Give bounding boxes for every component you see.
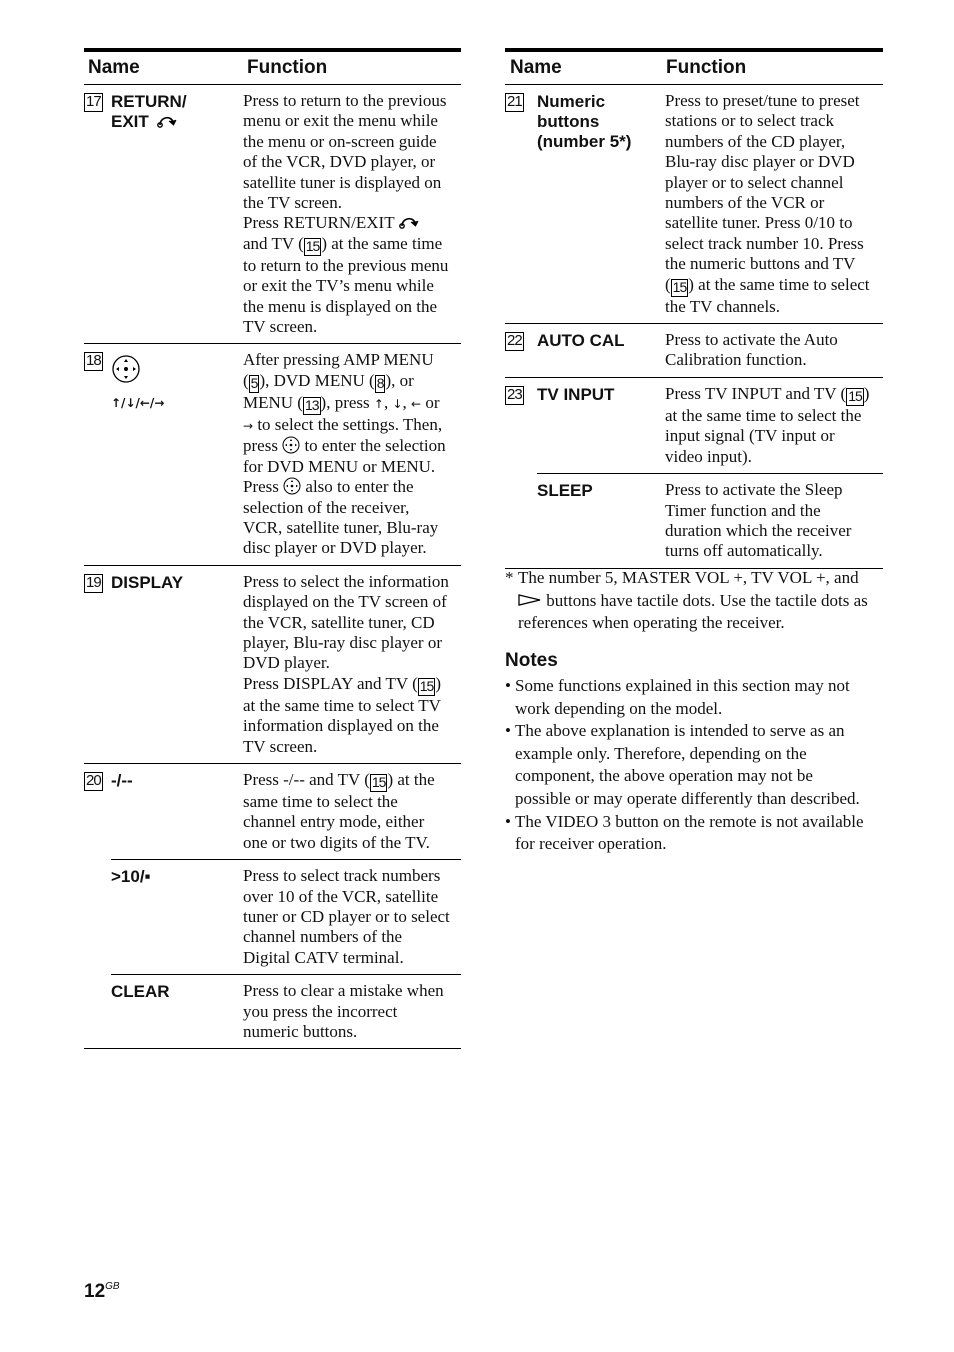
item-name — [111, 344, 243, 564]
footnote-marker: * — [505, 568, 514, 587]
button-ref-15: 15 — [848, 387, 862, 404]
item-function: Press TV INPUT and TV ( 15 ) at the same time to select the input signal (TV input or video input). — [665, 383, 870, 466]
item-number: 19 — [86, 573, 101, 591]
item-number: 17 — [86, 93, 101, 110]
item-name: AUTO CAL — [537, 331, 625, 351]
footnote: * The number 5, MASTER VOL +, TV VOL +, and buttons have tactile dots. Use the tactile dots as references when operating the receiver. — [505, 568, 868, 632]
left-arrow-icon: ← — [411, 396, 422, 411]
table-row-dash-dash — [84, 764, 461, 1049]
button-ref-15: 15 — [305, 237, 320, 254]
header-name: Name — [88, 57, 140, 78]
item-function: Press to return to the previous menu or exit the menu while the menu or on-screen guide of the VCR, DVD player, or satellite tuner is displayed on the TV screen. Press RETURN/EXIT and TV ( 15 ) at the same time to return to the previous menu or exit the TV’s menu while the menu is displayed on the TV screen. — [243, 91, 449, 337]
right-function-table — [505, 48, 883, 569]
header-function: Function — [247, 57, 328, 78]
item-function: After pressing AMP MENU ( 5 ), DVD MENU ( 8 ), or MENU ( 13 ), press ↑, ↓, ← or → to select the settings. Then, press to enter the selection for DVD MENU or MENU. Press also to enter the selection of the receiver, VCR, satellite tuner, Blu-ray disc player or DVD player. — [243, 350, 446, 558]
notes-heading: Notes — [505, 650, 558, 671]
table-row-display — [84, 566, 461, 764]
page-number: $12^{GB}$ — [84, 1281, 120, 1302]
item-function: Press -/-- and TV ( 15 ) at the same time to select the channel entry mode, either one or two digits of the TV. — [243, 769, 435, 852]
item-function: Press to clear a mistake when you press the incorrect numeric buttons. — [243, 981, 444, 1042]
item-name: -/-- — [111, 770, 133, 790]
item-name: DISPLAY — [111, 572, 184, 592]
right-table-header — [505, 48, 883, 85]
list-item: • Some functions explained in this section may not work depending on the model. — [505, 676, 850, 718]
item-name: RETURN/ EXIT — [111, 92, 187, 131]
item-function: Press to select the information displayed on the TV screen of the VCR, satellite tuner, CD player, Blu-ray disc player or DVD player. Press DISPLAY and TV ( 15 ) at the same time to select TV information displayed on the TV screen. — [243, 571, 449, 756]
table-row-tv-input — [505, 378, 883, 569]
header-name: Name — [510, 57, 562, 78]
enter-button-icon — [283, 477, 301, 495]
right-arrow-icon: → — [243, 418, 254, 433]
item-function: Press to select track numbers over 10 of the VCR, satellite tuner or CD player or to select channel numbers of the Digital CATV terminal. — [243, 866, 450, 967]
item-number: 22 — [507, 332, 522, 350]
sub-row-ten-plus — [111, 860, 461, 975]
down-arrow-icon: ↓ — [392, 396, 403, 411]
play-button-icon — [518, 593, 542, 607]
up-arrow-icon: ↑ — [373, 396, 384, 411]
table-row-numeric-buttons — [505, 85, 883, 324]
table-row-cursor-buttons — [84, 344, 461, 565]
button-ref-15: 15 — [419, 677, 434, 694]
item-number: 23 — [507, 385, 522, 403]
left-function-table — [84, 48, 461, 1049]
item-function: Press to activate the Sleep Timer function and the duration which the receiver turns off automatically. — [665, 480, 852, 561]
table-row-auto-cal — [505, 324, 883, 378]
arrow-buttons-label: ↑/↓/←/→ — [111, 396, 165, 411]
sub-row-sleep — [537, 474, 883, 568]
sub-row-clear — [111, 975, 461, 1048]
button-ref-15: 15 — [371, 773, 386, 790]
item-name: >10/▪ — [111, 867, 151, 887]
return-arrow-icon — [399, 214, 421, 230]
button-ref-5: 5 — [250, 374, 258, 391]
item-function: Press to preset/tune to preset stations or to select track numbers of the CD player, Blu-ray disc player or DVD player or to select channel numbers of the VCR or satellite tuner. Press 0/10 to select track number 10. Press the numeric buttons and TV ( 15 ) at the same time to select the TV channels. — [665, 91, 870, 316]
enter-button-icon — [282, 436, 300, 454]
item-name: Numeric buttons (number 5*) — [537, 92, 632, 151]
enter-button-icon — [111, 354, 141, 384]
item-name: CLEAR — [111, 982, 170, 1002]
table-row-return-exit — [84, 85, 461, 344]
item-number: 20 — [86, 771, 101, 789]
list-item: • The VIDEO 3 button on the remote is not available for receiver operation. — [505, 811, 864, 854]
button-ref-13: 13 — [304, 396, 319, 413]
return-arrow-icon — [157, 113, 179, 129]
item-number: 18 — [86, 352, 101, 370]
item-name: SLEEP — [537, 481, 593, 501]
button-ref-8: 8 — [376, 374, 384, 391]
item-number: 21 — [507, 93, 522, 110]
list-item: • The above explanation is intended to serve as an example only. Therefore, depending on the component, the above operation may not be possible or may operate differently than described. — [505, 721, 860, 808]
left-table-header — [84, 48, 461, 85]
button-ref-15: 15 — [672, 278, 687, 295]
item-function: Press to activate the Auto Calibration function. — [665, 330, 838, 370]
header-function: Function — [666, 57, 747, 78]
notes-list — [505, 675, 885, 856]
item-name: TV INPUT — [537, 384, 615, 404]
